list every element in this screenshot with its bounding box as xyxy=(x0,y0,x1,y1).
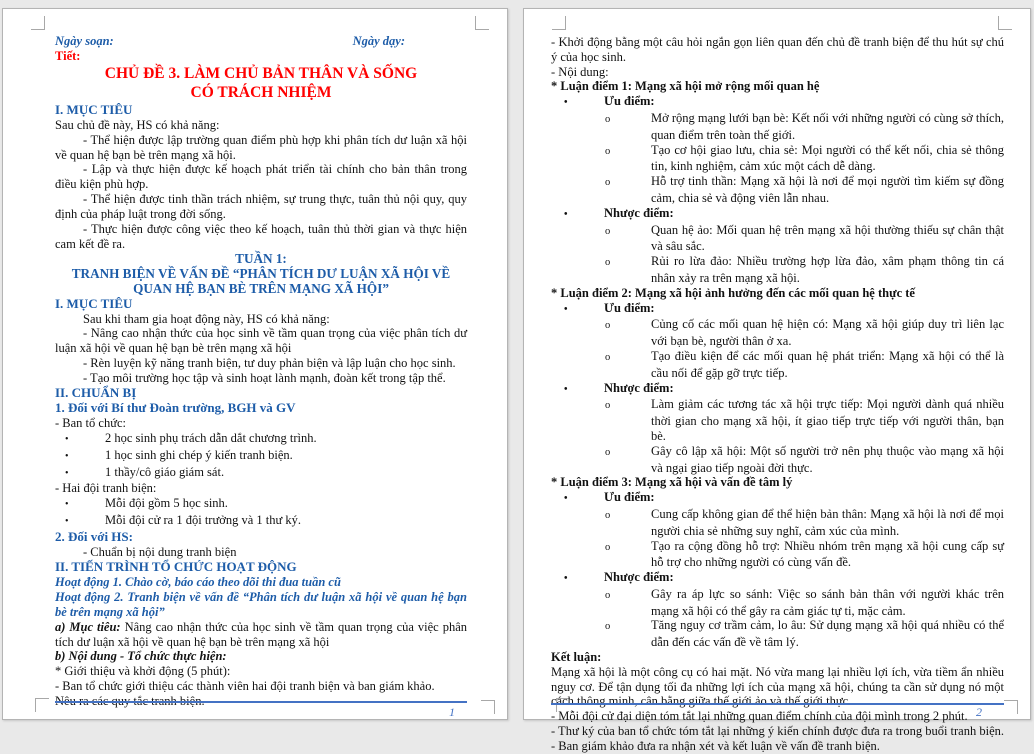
crop-mark xyxy=(481,700,495,714)
doc-line: I. MỤC TIÊU xyxy=(55,101,133,117)
doc-line: o Tạo cơ hội giao lưu, chia sẻ: Mọi người có thể kết nối, chia sẻ thông tin, kinh nghiệm, cảm xúc một cách dễ dàng. xyxy=(605,142,1004,174)
doc-line: - Thể hiện được tinh thần trách nhiệm, sự trung thực, tuân thủ nội quy, quy định của pháp luật trong đời sống. xyxy=(55,192,467,222)
bullet-icon: o xyxy=(605,509,611,521)
date-label: Ngày soạn: xyxy=(55,34,114,48)
doc-line: o Tạo ra cộng đồng hỗ trợ: Nhiều nhóm trên mạng xã hội cung cấp sự hỗ trợ cho những người có cùng vấn đề. xyxy=(605,538,1004,570)
doc-line: 1. Đối với Bí thư Đoàn trường, BGH và GV xyxy=(55,399,296,415)
doc-line: o Rủi ro lừa đảo: Nhiều trường hợp lừa đảo, xâm phạm thông tin cá nhân xảy ra trên mạng xã hội. xyxy=(605,254,1004,285)
bullet-icon: • xyxy=(65,516,69,528)
crop-mark xyxy=(31,16,45,30)
bullet-icon: • xyxy=(564,303,568,315)
doc-line: Hoạt động 2. Tranh biện về vấn đề “Phân tích dư luận xã hội về quan hệ bạn bè trên mạng xã hội” xyxy=(55,589,467,619)
doc-line: - Khởi động bằng một câu hỏi ngắn gọn liên quan đến chủ đề tranh biện để thu hút sự chú ý của học sinh. xyxy=(551,35,1004,64)
doc-line: o Gây ra áp lực so sánh: Việc so sánh bản thân với người khác trên mạng xã hội có thể gây ra cảm giác tự ti, mặc cảm. xyxy=(605,586,1004,618)
doc-line: o Làm giảm các tương tác xã hội trực tiếp: Mọi người dành quá nhiều thời gian cho mạng xã hội, ít giao tiếp trực tiếp với người thân, bạn bè. xyxy=(605,397,1004,443)
footer-rule xyxy=(551,703,1004,705)
doc-line: CÓ TRÁCH NHIỆM xyxy=(190,84,332,102)
doc-line: • Mỗi đội gồm 5 học sinh. xyxy=(55,496,467,513)
doc-line: 2. Đối với HS: xyxy=(55,529,133,545)
doc-line: Sau chủ đề này, HS có khả năng: xyxy=(55,117,220,132)
date-label: Ngày dạy: xyxy=(352,34,405,48)
bullet-icon: • xyxy=(564,573,568,585)
bullet-icon: o xyxy=(605,541,611,553)
bullet-icon: • xyxy=(564,208,568,220)
bullet-icon: o xyxy=(605,113,611,125)
doc-line: o Cung cấp không gian để thể hiện bản thân: Mạng xã hội là nơi để mọi người chia sẻ những suy nghĩ, cảm xúc của mình. xyxy=(605,506,1004,538)
bullet-icon: o xyxy=(605,351,611,363)
doc-line: • 2 học sinh phụ trách dẫn dắt chương trình. xyxy=(55,431,467,448)
crop-mark xyxy=(1004,700,1018,714)
crop-mark xyxy=(475,16,489,30)
crop-mark xyxy=(998,16,1012,30)
doc-line: • Ưu điểm: xyxy=(551,94,1004,111)
doc-line: o Quan hệ ảo: Mối quan hệ trên mạng xã hội thường thiếu sự chân thật và sâu sắc. xyxy=(605,222,1004,254)
doc-line: * Luận điểm 1: Mạng xã hội mở rộng mối quan hệ xyxy=(551,79,820,94)
doc-line: * Luận điểm 3: Mạng xã hội và vấn đề tâm lý xyxy=(551,475,793,490)
doc-line: • Mỗi đội cử ra 1 đội trưởng và 1 thư ký. xyxy=(55,513,467,530)
doc-line: - Nội dung: xyxy=(551,64,609,79)
doc-line: * Luận điểm 2: Mạng xã hội ảnh hưởng đến các mối quan hệ thực tế xyxy=(551,285,915,300)
doc-line: o Mở rộng mạng lưới bạn bè: Kết nối với những người có cùng sở thích, quan điểm trên toàn thế giới. xyxy=(605,110,1004,142)
doc-line: • Nhược điểm: xyxy=(551,570,1004,587)
bullet-icon: o xyxy=(605,177,611,189)
bullet-icon: • xyxy=(65,499,69,511)
doc-line: • Ưu điểm: xyxy=(551,301,1004,318)
doc-line: o Củng cố các mối quan hệ hiện có: Mạng xã hội giúp duy trì liên lạc với bạn bè, người thân ở xa. xyxy=(605,317,1004,349)
bullet-icon: o xyxy=(605,446,611,458)
doc-line: TRANH BIỆN VỀ VẤN ĐỀ “PHÂN TÍCH DƯ LUẬN XÃ HỘI VỀ QUAN HỆ BẠN BÈ TRÊN MẠNG XÃ HỘI” xyxy=(71,265,451,296)
doc-line: - Lập và thực hiện được kế hoạch phát triển tài chính cho bản thân trong điều kiện phù hợp. xyxy=(55,162,467,192)
doc-line: * Giới thiệu và khởi động (5 phút): xyxy=(55,664,231,679)
doc-line: - Ban tổ chức: xyxy=(55,415,126,430)
doc-line: • 1 học sinh ghi chép ý kiến tranh biện. xyxy=(55,448,467,465)
doc-line: • Nhược điểm: xyxy=(551,206,1004,223)
bullet-icon: • xyxy=(65,467,69,479)
doc-line: • Ưu điểm: xyxy=(551,490,1004,507)
crop-mark xyxy=(552,16,566,30)
crop-mark xyxy=(35,698,49,712)
footer-rule xyxy=(55,701,467,703)
doc-line: TUẦN 1: xyxy=(235,250,287,266)
doc-line: Nêu ra các quy tắc tranh biện. xyxy=(55,694,205,709)
doc-line: Tiết: xyxy=(55,48,81,63)
doc-line: o Tạo điều kiện để các mối quan hệ phát triển: Mạng xã hội có thể là cầu nối để gặp gỡ trực tiếp. xyxy=(605,348,1004,380)
doc-line: - Mỗi đội cử đại diện tóm tắt lại những quan điểm chính của đội mình trong 2 phút. xyxy=(551,709,968,724)
doc-line: o Tăng nguy cơ trầm cảm, lo âu: Sử dụng mạng xã hội quá nhiều có thể dẫn đến các vấn đề về tâm lý. xyxy=(605,618,1004,650)
bullet-icon: • xyxy=(564,383,568,395)
bullet-icon: o xyxy=(605,320,611,332)
bullet-icon: o xyxy=(605,621,611,633)
page-1-text xyxy=(55,34,467,709)
bullet-icon: o xyxy=(605,589,611,601)
doc-line: • Nhược điểm: xyxy=(551,381,1004,398)
bullet-icon: o xyxy=(605,145,611,157)
bullet-icon: • xyxy=(65,450,69,462)
page-number: 2 xyxy=(976,705,982,719)
bullet-icon: o xyxy=(605,257,611,269)
doc-line: - Thư ký của ban tổ chức tóm tắt lại những ý kiến chính được đưa ra trong buổi tranh biện. xyxy=(551,724,1004,739)
doc-line xyxy=(55,34,467,49)
doc-line: CHỦ ĐỀ 3. LÀM CHỦ BẢN THÂN VÀ SỐNG xyxy=(104,64,418,82)
doc-line: a) Mục tiêu: Nâng cao nhận thức của học sinh về tầm quan trọng của việc phân tích dư luận xã hội về quan hệ bạn bè trên mạng xã hội xyxy=(55,619,468,649)
doc-line: Sau khi tham gia hoạt động này, HS có khả năng: xyxy=(83,311,330,326)
doc-line: Kết luận: xyxy=(551,650,602,665)
doc-line: - Thể hiện được lập trường quan điểm phù hợp khi phân tích dư luận xã hội về quan hệ bạn bè trên mạng xã hội. xyxy=(55,132,467,162)
doc-line: - Thực hiện được công việc theo kế hoạch, tuân thủ thời gian và thực hiện cam kết đề ra. xyxy=(55,222,467,251)
doc-line: o Hỗ trợ tinh thần: Mạng xã hội là nơi để mọi người tìm kiếm sự đồng cảm, chia sẻ và động viên lẫn nhau. xyxy=(605,174,1004,205)
doc-line: Hoạt động 1. Chào cờ, báo cáo theo dõi thi đua tuần cũ xyxy=(55,574,341,589)
doc-line: - Ban tổ chức giới thiệu các thành viên hai đội tranh biện và ban giám khảo. xyxy=(55,679,435,694)
doc-line: b) Nội dung - Tổ chức thực hiện: xyxy=(55,649,227,664)
doc-line: II. CHUẨN BỊ xyxy=(55,385,137,401)
page-2-text xyxy=(551,35,1004,754)
bullet-icon: • xyxy=(65,433,69,445)
doc-line: - Hai đội tranh biện: xyxy=(55,481,157,496)
doc-line: o Gây cô lập xã hội: Một số người trở nên phụ thuộc vào mạng xã hội và ngại giao tiếp ngoài đời thực. xyxy=(605,443,1004,475)
doc-line: • 1 thầy/cô giáo giám sát. xyxy=(55,465,467,482)
doc-line: I. MỤC TIÊU xyxy=(55,295,133,311)
bullet-icon: o xyxy=(605,400,611,412)
doc-line: - Nâng cao nhận thức của học sinh về tầm quan trọng của việc phân tích dư luận xã hội về quan hệ bạn bè trên mạng xã hội xyxy=(55,326,467,356)
doc-line: Mạng xã hội là một công cụ có hai mặt. Nó vừa mang lại nhiều lợi ích, vừa tiềm ẩn nhiều nguy cơ. Để tận dụng tối đa những lợi ích của mạng xã hội, chúng ta cần sử dụng nó một cách thông minh, cân bằng giữa thế giới ảo và thế giới thực. xyxy=(551,664,1004,709)
doc-line: - Tạo môi trường học tập và sinh hoạt lành mạnh, đoàn kết trong tập thể. xyxy=(83,371,446,386)
bullet-icon: o xyxy=(605,225,611,237)
doc-line: II. TIẾN TRÌNH TỔ CHỨC HOẠT ĐỘNG xyxy=(55,559,297,574)
doc-line: - Chuẩn bị nội dung tranh biện xyxy=(83,545,237,560)
bullet-icon: • xyxy=(564,97,568,109)
bullet-icon: • xyxy=(564,493,568,505)
doc-line: - Ban giám khảo đưa ra nhận xét và kết luận về vấn đề tranh biện. xyxy=(551,738,880,753)
page-number: 1 xyxy=(449,705,455,719)
page-2 xyxy=(523,8,1031,753)
doc-line: - Rèn luyện kỹ năng tranh biện, tư duy phản biện và lập luận cho học sinh. xyxy=(83,356,456,371)
page-1 xyxy=(2,8,508,720)
